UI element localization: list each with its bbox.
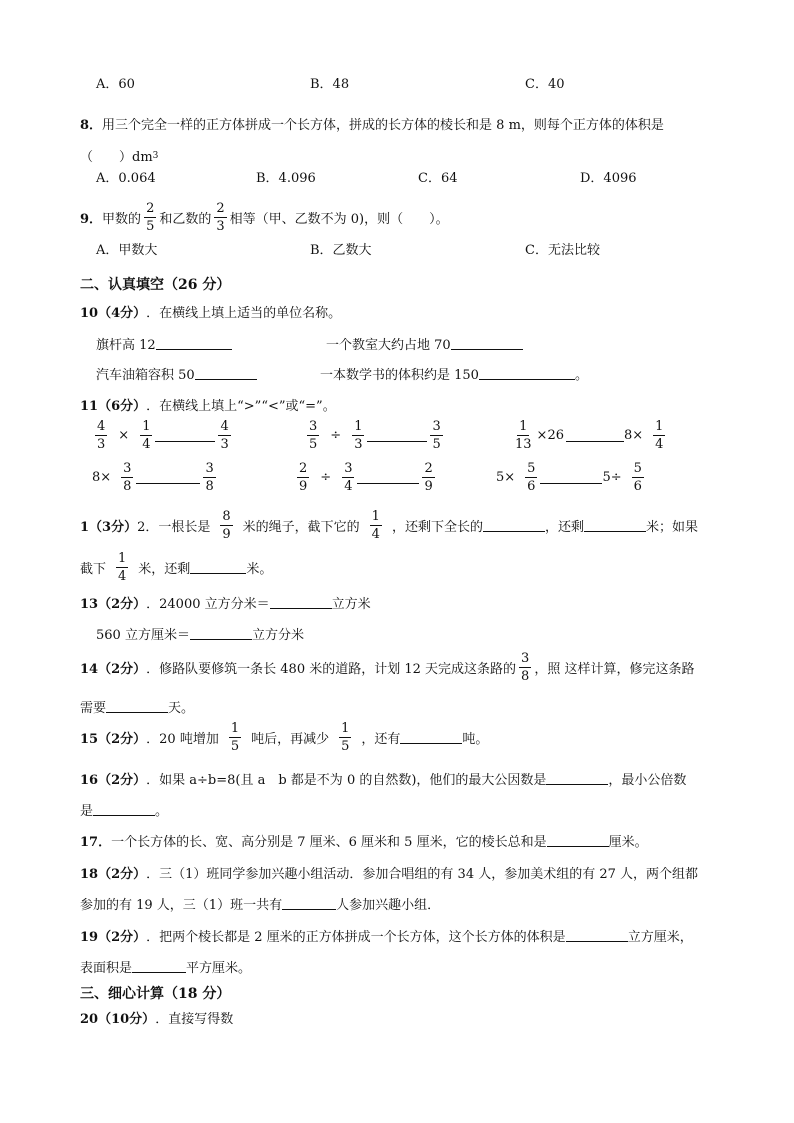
numerator: 2 xyxy=(146,201,155,216)
q10-text: ．在横线上填上适当的单位名称。 xyxy=(146,306,342,321)
fraction xyxy=(297,462,309,493)
q16-line-2 xyxy=(80,800,168,819)
q14-text-3: 需要 xyxy=(80,701,107,716)
fraction xyxy=(370,510,382,541)
q15-text-2: 吨后，再减少 xyxy=(251,732,330,747)
answer-blank[interactable] xyxy=(483,519,545,532)
q14-text-4: 天。 xyxy=(168,701,195,716)
numerator: 3 xyxy=(205,461,214,476)
numerator: 4 xyxy=(220,419,229,434)
operator: × xyxy=(118,428,130,443)
numerator: 3 xyxy=(344,461,353,476)
q10-item-d xyxy=(320,364,588,383)
numerator: 1 xyxy=(142,419,151,434)
denominator: 5 xyxy=(432,437,441,452)
q19-text-2: 立方厘米， xyxy=(627,930,693,945)
q9-text-3: 相等（甲、乙数不为 0)，则（ ）。 xyxy=(229,212,449,227)
operator: 8× xyxy=(92,470,112,485)
answer-blank[interactable] xyxy=(451,337,523,350)
numerator: 1 xyxy=(371,509,380,524)
answer-blank[interactable] xyxy=(540,471,602,484)
q16-text-4: 。 xyxy=(155,804,169,819)
q11-expr-3 xyxy=(512,420,668,451)
fraction xyxy=(307,420,319,451)
q8-number: 8． xyxy=(80,118,103,133)
q12-text-8: 米。 xyxy=(246,562,273,577)
q8-option-a: A．0.064 xyxy=(96,170,156,186)
q19-line-2 xyxy=(80,957,251,976)
answer-blank[interactable] xyxy=(282,897,336,910)
section-2-heading: 二、认真填空（26 分） xyxy=(80,277,231,293)
numerator: 1 xyxy=(341,721,350,736)
q12-text-1: 2．一根长是 xyxy=(137,520,211,535)
q13-text-4: 立方分米 xyxy=(251,628,304,643)
answer-blank[interactable] xyxy=(156,337,232,350)
numerator: 1 xyxy=(519,419,528,434)
q16-text-1: ．如果 a÷b=8(且 a b 都是不为 0 的自然数)，他们的最大公因数是 xyxy=(146,773,547,788)
q20-text-1: ．直接写得数 xyxy=(155,1012,234,1027)
fraction xyxy=(140,420,152,451)
q17-text-2: 厘米。 xyxy=(608,835,648,850)
fraction xyxy=(525,462,537,493)
q12-question-line-1 xyxy=(80,510,698,541)
q13-header: 13（2分） xyxy=(80,597,147,612)
q13-line-2 xyxy=(96,624,304,643)
q11-text: ．在横线上填上“>”“<”或“=”。 xyxy=(146,399,336,414)
q10-item-d-end: 。 xyxy=(574,368,588,383)
numerator: 3 xyxy=(432,419,441,434)
q9-question xyxy=(80,202,449,233)
q8-answer-paren xyxy=(80,146,158,165)
denominator: 5 xyxy=(341,739,350,754)
answer-blank[interactable] xyxy=(547,834,609,847)
q20-header: 20（10分） xyxy=(80,1012,156,1027)
q9-number: 9． xyxy=(80,212,103,227)
q12-text-6: 截下 xyxy=(80,562,107,577)
q8-unit-sup: 3 xyxy=(152,150,159,161)
fraction xyxy=(342,462,354,493)
fraction xyxy=(352,420,364,451)
q8-option-d: D．4096 xyxy=(580,170,637,186)
q10-question xyxy=(80,302,341,321)
q15-question xyxy=(80,722,488,753)
fraction xyxy=(519,652,531,683)
q17-question xyxy=(80,831,648,850)
q14-line-1 xyxy=(80,652,694,683)
q12-text-7: 米，还剩 xyxy=(138,562,191,577)
numerator: 3 xyxy=(309,419,318,434)
q19-header: 19（2分） xyxy=(80,930,147,945)
numerator: 3 xyxy=(521,651,530,666)
numerator: 1 xyxy=(655,419,664,434)
numerator: 1 xyxy=(354,419,363,434)
q8-paren: （ ）dm xyxy=(80,150,153,165)
q10-item-b-text: 一个教室大约占地 70 xyxy=(326,338,451,353)
numerator: 5 xyxy=(633,461,642,476)
q12-question-line-2 xyxy=(80,552,272,583)
q11-expr-1 xyxy=(92,420,234,451)
q16-header: 16（2分） xyxy=(80,773,147,788)
denominator: 4 xyxy=(655,437,664,452)
q18-header: 18（2分） xyxy=(80,867,147,882)
q11-header: 11（6分） xyxy=(80,399,147,414)
denominator: 3 xyxy=(220,437,229,452)
q19-text-3: 表面积是 xyxy=(80,961,133,976)
answer-blank[interactable] xyxy=(190,561,246,574)
q15-text-1: ．20 吨增加 xyxy=(146,732,219,747)
answer-blank[interactable] xyxy=(566,429,624,442)
denominator: 4 xyxy=(344,479,353,494)
denominator: 6 xyxy=(633,479,642,494)
q9-text-1: 甲数的 xyxy=(102,212,142,227)
q10-item-b xyxy=(326,334,523,353)
q19-text-1: ．把两个棱长都是 2 厘米的正方体拼成一个长方体，这个长方体的体积是 xyxy=(146,930,566,945)
q10-item-c xyxy=(96,364,257,383)
q15-text-3: ，还有 xyxy=(361,732,401,747)
q17-number: 17． xyxy=(80,835,112,850)
q13-line-1 xyxy=(80,593,371,612)
q9-option-a: A．甲数大 xyxy=(96,242,158,258)
denominator: 5 xyxy=(146,219,155,234)
operator: 5× xyxy=(496,470,516,485)
fraction xyxy=(515,420,532,451)
q10-item-d-text: 一本数学书的体积约是 150 xyxy=(320,368,479,383)
q15-text-4: 吨。 xyxy=(462,732,489,747)
denominator: 9 xyxy=(299,479,308,494)
answer-blank[interactable] xyxy=(400,731,462,744)
q14-line-2 xyxy=(80,697,194,716)
numerator: 8 xyxy=(222,509,231,524)
denominator: 5 xyxy=(230,739,240,754)
numerator: 1 xyxy=(230,721,240,736)
answer-blank[interactable] xyxy=(93,803,155,816)
q7-option-b: B．48 xyxy=(310,76,350,92)
q16-line-1 xyxy=(80,769,686,788)
answer-blank[interactable] xyxy=(270,596,332,609)
q9-fraction-1 xyxy=(144,202,156,233)
answer-blank[interactable] xyxy=(106,700,168,713)
q19-text-4: 平方厘米。 xyxy=(186,961,252,976)
fraction xyxy=(653,420,665,451)
q18-line-2 xyxy=(80,894,440,913)
q10-item-a xyxy=(96,334,232,353)
denominator: 3 xyxy=(97,437,106,452)
numerator: 4 xyxy=(97,419,106,434)
q12-text-5: 米；如果 xyxy=(645,520,698,535)
answer-blank[interactable] xyxy=(155,429,215,442)
q16-text-3: 是 xyxy=(80,804,94,819)
fraction xyxy=(422,462,434,493)
q17-text-1: 一个长方体的长、宽、高分别是 7 厘米、6 厘米和 5 厘米，它的棱长总和是 xyxy=(111,835,547,850)
q11-expr-4 xyxy=(92,462,219,493)
denominator: 4 xyxy=(371,527,380,542)
q8-question xyxy=(80,114,664,133)
q7-option-c: C．40 xyxy=(525,76,565,92)
section-3-heading: 三、细心计算（18 分） xyxy=(80,986,231,1002)
fraction xyxy=(218,420,230,451)
operator: 5÷ xyxy=(602,470,622,485)
answer-blank[interactable] xyxy=(195,367,257,380)
denominator: 3 xyxy=(354,437,363,452)
operator: ×26 xyxy=(536,428,564,443)
q11-expr-6 xyxy=(496,462,647,493)
denominator: 9 xyxy=(424,479,433,494)
q18-line-1 xyxy=(80,863,698,882)
answer-blank[interactable] xyxy=(357,471,419,484)
q16-text-2: ，最小公倍数 xyxy=(608,773,687,788)
q12-text-3: ，还剩下全长的 xyxy=(391,520,483,535)
q14-text-2: ，照 这样计算，修完这条路 xyxy=(534,662,695,677)
q18-text-3: 人参加兴趣小组． xyxy=(336,898,441,913)
numerator: 2 xyxy=(216,201,225,216)
fraction xyxy=(121,462,133,493)
fraction xyxy=(95,420,107,451)
numerator: 1 xyxy=(118,551,127,566)
q9-option-b: B．乙数大 xyxy=(310,242,372,258)
denominator: 3 xyxy=(216,219,225,234)
q13-text-1: ．24000 立方分米＝ xyxy=(146,597,270,612)
q18-text-2: 参加的有 19 人，三（1）班一共有 xyxy=(80,898,283,913)
denominator: 8 xyxy=(205,479,214,494)
q9-fraction-2 xyxy=(214,202,226,233)
answer-blank[interactable] xyxy=(367,429,427,442)
answer-blank[interactable] xyxy=(190,627,252,640)
operator: 8× xyxy=(623,428,644,443)
denominator: 4 xyxy=(118,569,127,584)
q18-text-1: ．三（1）班同学参加兴趣小组活动．参加合唱组的有 34 人，参加美术组的有 27 人，两个组都 xyxy=(146,867,699,882)
fraction xyxy=(632,462,644,493)
denominator: 6 xyxy=(527,479,536,494)
operator: ÷ xyxy=(330,428,342,443)
q10-item-a-text: 旗杆高 12 xyxy=(96,338,156,353)
q20-question xyxy=(80,1008,233,1027)
fraction xyxy=(430,420,442,451)
numerator: 2 xyxy=(424,461,433,476)
numerator: 2 xyxy=(299,461,308,476)
denominator: 8 xyxy=(521,669,530,684)
operator: ÷ xyxy=(320,470,332,485)
q14-text-1: ．修路队要修筑一条长 480 米的道路，计划 12 天完成这条路的 xyxy=(146,662,517,677)
q12-text-2: 米的绳子，截下它的 xyxy=(242,520,360,535)
denominator: 9 xyxy=(222,527,231,542)
q9-option-c: C．无法比较 xyxy=(525,242,600,258)
q12-header: 1（3分） xyxy=(80,520,138,535)
q11-expr-2 xyxy=(304,420,446,451)
denominator: 5 xyxy=(309,437,318,452)
q8-text: 用三个完全一样的正方体拼成一个长方体，拼成的长方体的棱长和是 8 m，则每个正方体的体积是 xyxy=(102,118,664,133)
fraction xyxy=(229,722,241,753)
answer-blank[interactable] xyxy=(479,367,575,380)
q13-text-2: 立方米 xyxy=(331,597,371,612)
fraction xyxy=(203,462,215,493)
q11-question xyxy=(80,395,336,414)
denominator: 13 xyxy=(515,437,532,452)
denominator: 8 xyxy=(123,479,132,494)
q14-header: 14（2分） xyxy=(80,662,147,677)
q10-header: 10（4分） xyxy=(80,306,147,321)
answer-blank[interactable] xyxy=(566,929,628,942)
numerator: 3 xyxy=(123,461,132,476)
q10-item-c-text: 汽车油箱容积 50 xyxy=(96,368,195,383)
answer-blank[interactable] xyxy=(584,519,646,532)
q13-text-3: 560 立方厘米＝ xyxy=(96,628,190,643)
q9-text-2: 和乙数的 xyxy=(159,212,212,227)
q11-expr-5 xyxy=(294,462,438,493)
denominator: 4 xyxy=(142,437,151,452)
q12-text-4: ，还剩 xyxy=(544,520,584,535)
fraction xyxy=(220,510,232,541)
q7-option-a: A．60 xyxy=(96,76,135,92)
answer-blank[interactable] xyxy=(132,960,186,973)
fraction xyxy=(339,722,351,753)
answer-blank[interactable] xyxy=(546,772,608,785)
q15-header: 15（2分） xyxy=(80,732,147,747)
numerator: 5 xyxy=(527,461,536,476)
answer-blank[interactable] xyxy=(136,471,200,484)
q8-option-b: B．4.096 xyxy=(256,170,316,186)
fraction xyxy=(116,552,128,583)
q19-line-1 xyxy=(80,926,693,945)
q8-option-c: C．64 xyxy=(418,170,458,186)
